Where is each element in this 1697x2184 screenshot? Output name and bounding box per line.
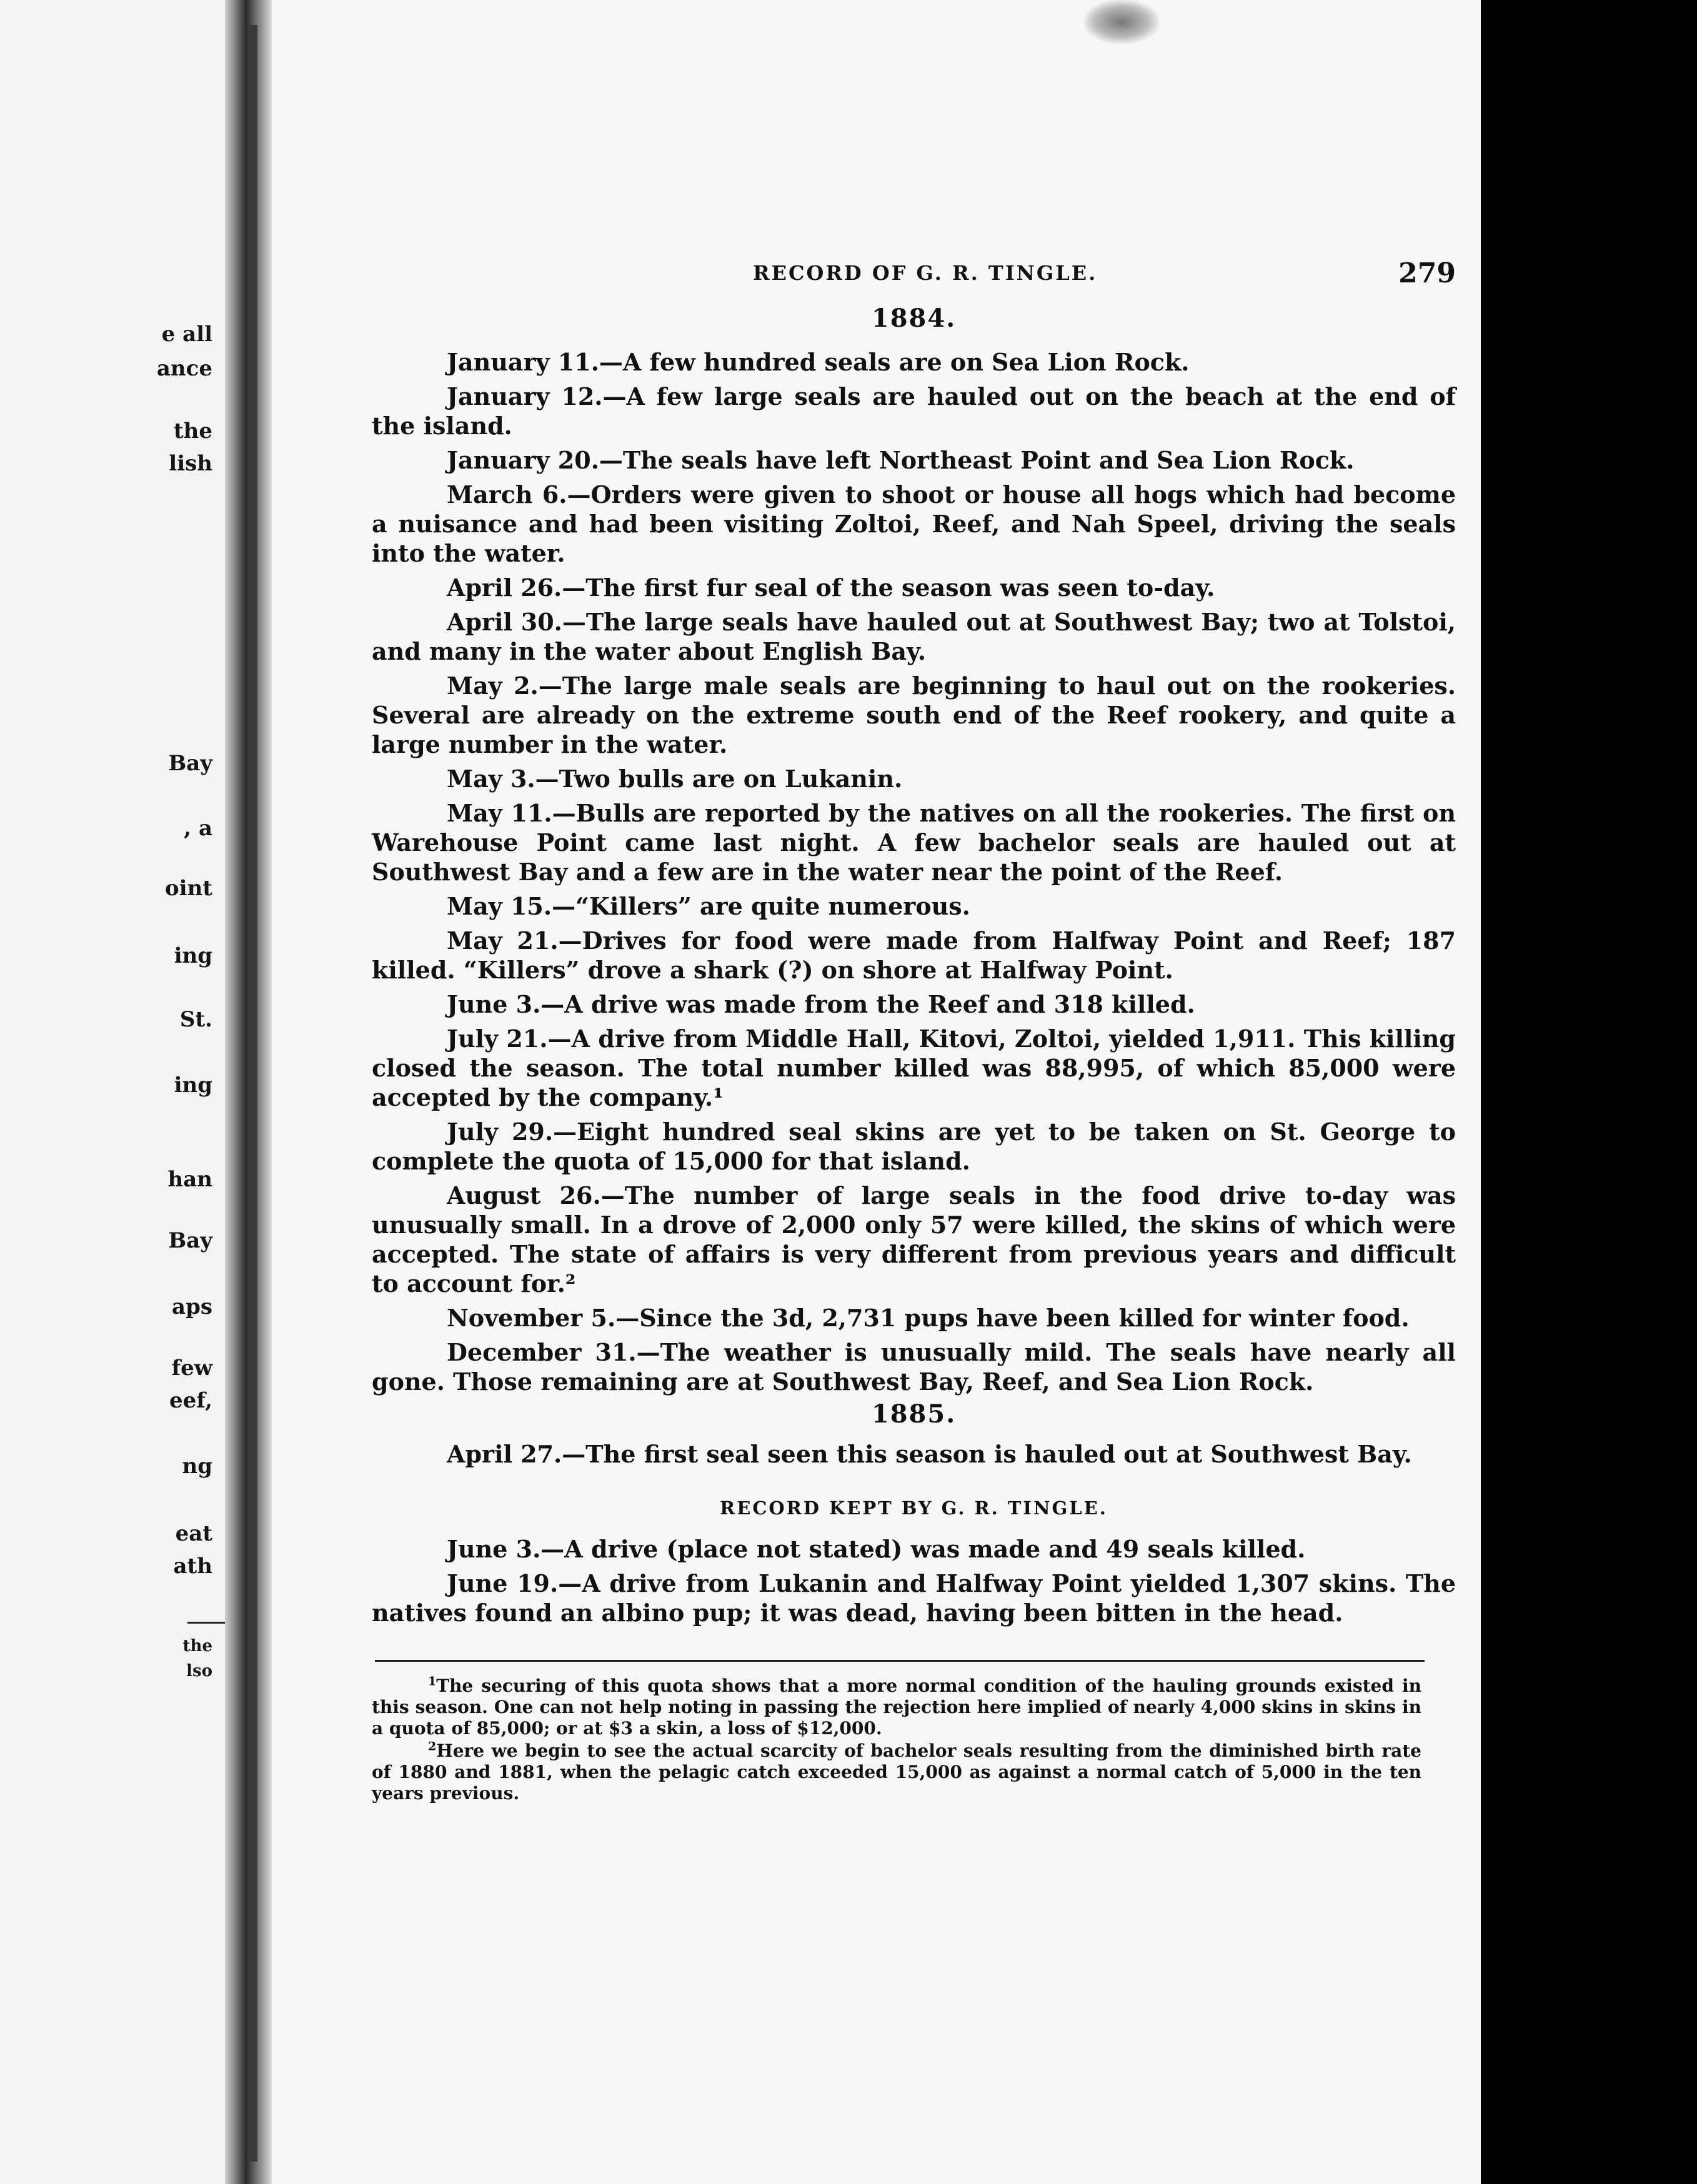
left-page-fragment: ing <box>174 943 212 968</box>
diary-entry: June 3.—A drive (place not stated) was made and 49 seals killed. <box>447 1535 1306 1563</box>
left-page-footnote-rule <box>187 1622 225 1624</box>
running-title: RECORD OF G. R. TINGLE. <box>753 261 1098 285</box>
diary-entry: April 30.—The large seals have hauled out at Southwest Bay; two at Tolstoi, and many in the water about English Bay. <box>372 608 1456 665</box>
left-page-fragment: aps <box>172 1294 212 1319</box>
entries-1884 <box>372 347 1456 1401</box>
left-page-fragment: eat <box>175 1521 212 1546</box>
diary-entry: January 11.—A few hundred seals are on Sea Lion Rock. <box>447 348 1190 376</box>
diary-entry: May 21.—Drives for food were made from Halfway Point and Reef; 187 killed. “Killers” drove a shark (?) on shore at Halfway Point. <box>372 926 1456 984</box>
left-page-fragment: han <box>167 1167 212 1192</box>
diary-entry: August 26.—The number of large seals in the food drive to-day was unusually small. In a drove of 2,000 only 57 were killed, the skins of which were accepted. The state of affairs is very different from previous years and difficult to account for.² <box>372 1181 1456 1298</box>
left-page-fragment: eef, <box>169 1388 212 1413</box>
footnote-mark: 2 <box>428 1739 437 1754</box>
left-page-fragment: oint <box>164 876 212 901</box>
footnote-text: Here we begin to see the actual scarcity of bachelor seals resulting from the diminished birth rate of 1880 and 1881, when the pelagic catch exceeded 15,000 as against a normal catch of 5,000 in the ten years previous. <box>372 1740 1421 1804</box>
diary-entry: June 3.—A drive was made from the Reef and 318 killed. <box>447 990 1195 1018</box>
left-page-fragment: few <box>171 1356 212 1381</box>
diary-entry: June 19.—A drive from Lukanin and Halfway Point yielded 1,307 skins. The natives found an albino pup; it was dead, having been bitten in the head. <box>372 1569 1456 1627</box>
running-head <box>372 257 1456 295</box>
year-heading-1885: 1885. <box>871 1399 957 1429</box>
left-page-fragment: ng <box>182 1454 212 1479</box>
left-page-fragment: the <box>173 419 212 444</box>
left-page-fragment: Bay <box>168 1228 212 1253</box>
diary-entry: July 21.—A drive from Middle Hall, Kitovi, Zoltoi, yielded 1,911. This killing closed the season. The total number killed was 88,995, of which 85,000 were accepted by the company.¹ <box>372 1025 1456 1111</box>
left-page-fragment: e all <box>161 322 212 347</box>
diary-entry: January 12.—A few large seals are hauled out on the beach at the end of the island. <box>372 382 1456 440</box>
left-page-footnote-fragment: lso <box>186 1662 212 1680</box>
diary-entry: December 31.—The weather is unusually mild. The seals have nearly all gone. Those remaining are at Southwest Bay, Reef, and Sea Lion Rock. <box>372 1338 1456 1396</box>
footnote-rule <box>375 1660 1425 1662</box>
diary-entry: November 5.—Since the 3d, 2,731 pups have been killed for winter food. <box>447 1304 1410 1332</box>
left-page-fragment: lish <box>169 451 212 476</box>
left-page-fragment: Bay <box>168 751 212 776</box>
year-heading-1884: 1884. <box>871 304 957 333</box>
footnote-text: The securing of this quota shows that a more normal condition of the hauling grounds existed in this season. One can not help noting in passing the rejection here implied of nearly 4,000 skins in skins in a quota of 85,000; or at $3 a skin, a loss of $12,000. <box>372 1675 1421 1739</box>
left-page-fragment: , a <box>184 816 212 841</box>
entries-1885 <box>372 1439 1456 1474</box>
diary-entry: May 11.—Bulls are reported by the natives on all the rookeries. The first on Warehouse Point came last night. A few bachelor seals are hauled out at Southwest Bay and a few are in the water near the point of the Reef. <box>372 799 1456 886</box>
paper-tuft <box>1084 0 1159 44</box>
footnote <box>372 1675 1421 1739</box>
diary-entry: January 20.—The seals have left Northeast Point and Sea Lion Rock. <box>447 446 1355 474</box>
page-edge-shadow <box>1481 0 1697 2184</box>
footnotes <box>372 1675 1421 1805</box>
page-number: 279 <box>1398 257 1456 289</box>
diary-entry: May 2.—The large male seals are beginning to haul out on the rookeries. Several are already on the extreme south end of the Reef rookery, and quite a large number in the water. <box>372 672 1456 758</box>
diary-entry: March 6.—Orders were given to shoot or house all hogs which had become a nuisance and had been visiting Zoltoi, Reef, and Nah Speel, driving the seals into the water. <box>372 480 1456 567</box>
left-page-fragment: ath <box>173 1554 212 1579</box>
diary-entry: April 27.—The first seal seen this season is hauled out at Southwest Bay. <box>447 1440 1412 1468</box>
gutter-shadow <box>247 25 257 2162</box>
footnote-mark: 1 <box>428 1674 437 1689</box>
left-page-fragment: ing <box>174 1073 212 1098</box>
section-subheading: RECORD KEPT BY G. R. TINGLE. <box>720 1497 1108 1519</box>
diary-entry: May 3.—Two bulls are on Lukanin. <box>447 765 903 793</box>
left-page-fragment: ance <box>156 356 212 381</box>
diary-entry: April 26.—The first fur seal of the season was seen to-day. <box>447 573 1215 602</box>
left-page-fragment: St. <box>179 1007 212 1032</box>
diary-entry: May 15.—“Killers” are quite numerous. <box>447 892 970 920</box>
diary-entry: July 29.—Eight hundred seal skins are yet to be taken on St. George to complete the quota of 15,000 for that island. <box>372 1118 1456 1175</box>
footnote <box>372 1740 1421 1804</box>
entries-tingle <box>372 1534 1456 1632</box>
left-page-footnote-fragment: the <box>182 1637 212 1655</box>
left-facing-page <box>0 0 225 2184</box>
